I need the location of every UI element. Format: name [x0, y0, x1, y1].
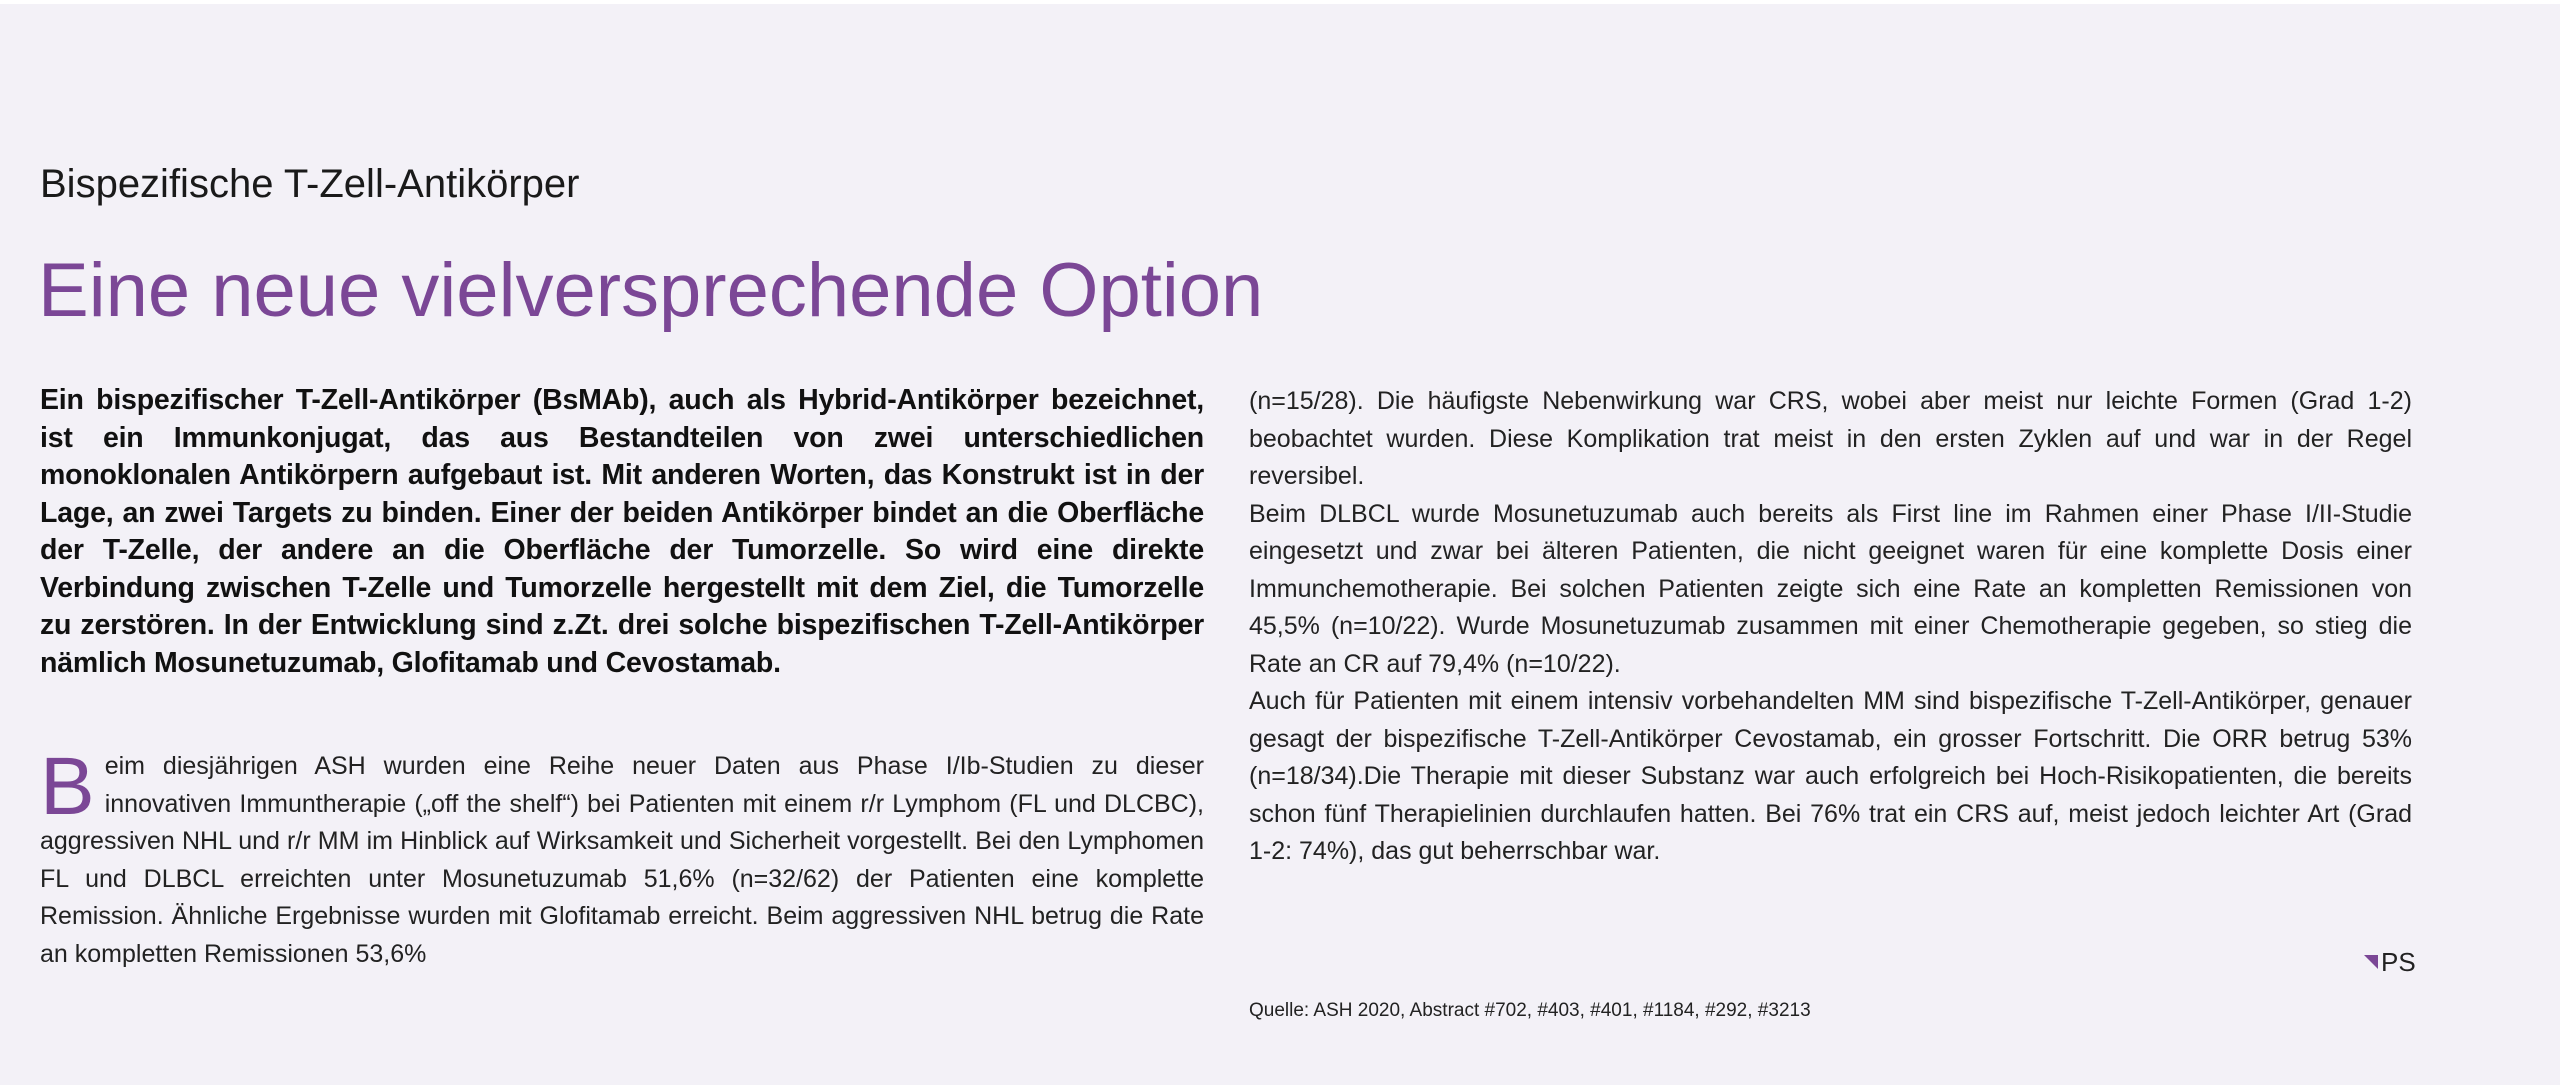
drop-cap: B: [40, 741, 95, 832]
body-column-right: [1249, 383, 2412, 871]
article-lead: Ein bispezifischer T-Zell-Antikörper (BsMAb), auch als Hybrid-Antikörper bezeichnet, ist ein Immunkonjugat, das aus Bestandteilen von zwei unterschiedlichen monoklonalen Antikörpern aufgebaut ist. Mit anderen Worten, das Konstrukt ist in der Lage, an zwei Targets zu binden. Einer der beiden Antikörper bindet an die Oberfläche der T-Zelle, der andere an die Oberfläche der Tumorzelle. So wird eine direkte Verbindung zwischen T-Zelle und Tumorzelle hergestellt mit dem Ziel, die Tumorzelle zu zerstören. In der Entwicklung sind z.Zt. drei solche bispezifischen T-Zell-Antikörper nämlich Mosunetuzumab, Glofitamab und Cevostamab.: [40, 384, 1204, 679]
body-right-paragraph: Beim DLBCL wurde Mosunetuzumab auch bereits als First line im Rahmen einer Phase I/II-Studie eingesetzt und zwar bei älteren Patienten, die nicht geeignet waren für eine komplette Dosis einer Immunchemotherapie. Bei solchen Patienten zeigte sich eine Rate an kompletten Remissionen von 45,5% (n=10/22). Wurde Mosunetuzumab zusammen mit einer Chemotherapie gegeben, so stieg die Rate an CR auf 79,4% (n=10/22).: [1249, 499, 2412, 678]
body-right-paragraph: (n=15/28). Die häufigste Nebenwirkung war CRS, wobei aber meist nur leichte Formen (Grad 1-2) beobachtet wurden. Diese Komplikation trat meist in den ersten Zyklen auf und war in der Regel reversibel.: [1249, 387, 2412, 490]
article-headline: Eine neue vielversprechende Option: [38, 248, 1264, 333]
article-kicker: Bispezifische T-Zell-Antikörper: [40, 162, 580, 206]
top-strip: [0, 0, 2560, 4]
body-left-text: eim diesjährigen ASH wurden eine Reihe neuer Daten aus Phase I/Ib-Studien zu dieser innovativen Immuntherapie („off the shelf“) bei Patienten mit einem r/r Lymphom (FL und DLCBC), aggressiven NHL und r/r MM im Hinblick auf Wirksamkeit und Sicherheit vorgestellt. Bei den Lymphomen FL und DLBCL erreichten unter Mosunetuzumab 51,6% (n=32/62) der Patienten eine komplette Remission. Ähnliche Ergebnisse wurden mit Glofitamab erreicht. Beim aggressiven NHL betrug die Rate an kompletten Remissionen 53,6%: [40, 752, 1204, 968]
source-citation: Quelle: ASH 2020, Abstract #702, #403, #401, #1184, #292, #3213: [1249, 1000, 1811, 1021]
author-initials: PS: [2381, 947, 2416, 977]
body-right-paragraph: Auch für Patienten mit einem intensiv vorbehandelten MM sind bispezifische T-Zell-Antikörper, genauer gesagt der bispezifische T-Zell-Antikörper Cevostamab, ein grosser Fortschritt. Die ORR betrug 53% (n=18/34).Die Therapie mit dieser Substanz war auch erfolgreich bei Hoch-Risikopatienten, die bereits schon fünf Therapielinien durchlaufen hatten. Bei 76% trat ein CRS auf, meist jedoch leichter Art (Grad 1-2: 74%), das gut beherrschbar war.: [1249, 687, 2412, 865]
body-column-left: [40, 741, 1204, 973]
author-signature: [2364, 945, 2416, 979]
triangle-marker-icon: [2364, 955, 2378, 969]
